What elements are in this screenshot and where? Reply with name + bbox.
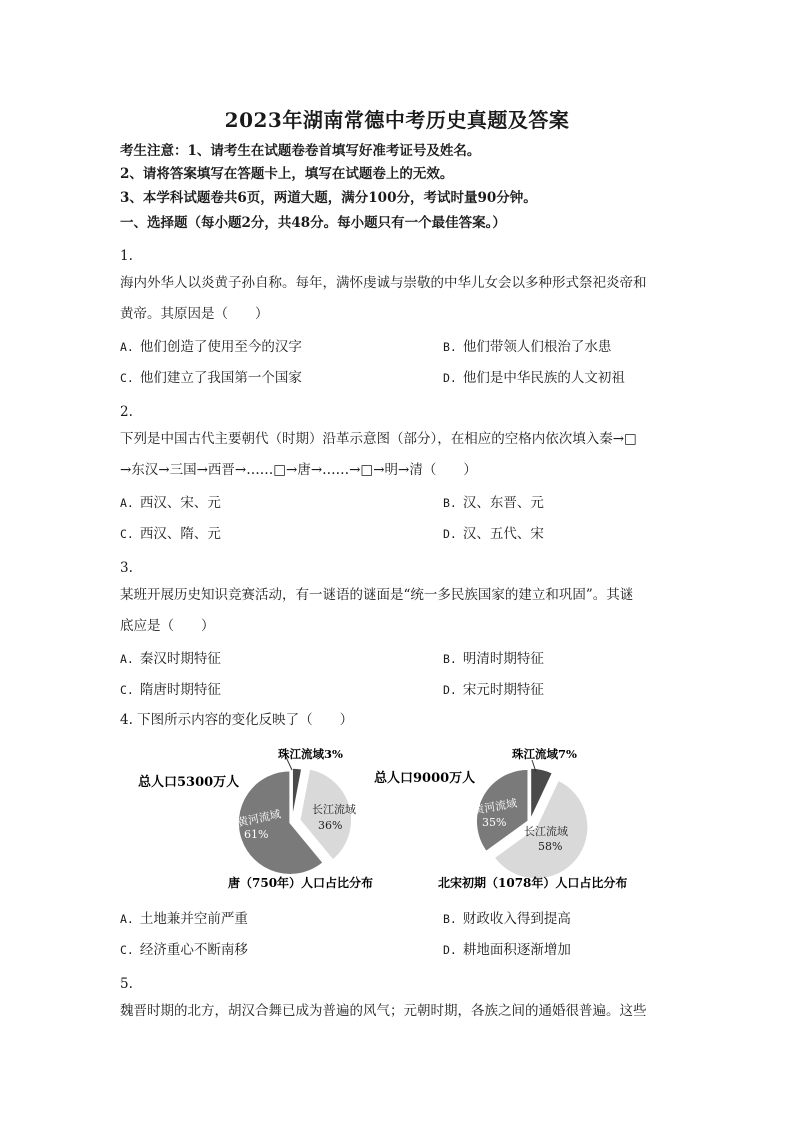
- option-letter: D.: [443, 943, 457, 957]
- answer-option: [120, 910, 248, 928]
- pie-charts-svg: [120, 740, 680, 900]
- question-number: 5.: [120, 976, 133, 992]
- slice-label-yangtze: 长江流域: [524, 825, 568, 838]
- question-stem: 黄帝。其原因是（ ）: [120, 306, 269, 322]
- exam-note-3: 3、本学科试题卷共6页，两道大题，满分100分，考试时量90分钟。: [120, 190, 537, 206]
- answer-option: [443, 369, 625, 387]
- option-text: 隋唐时期特征: [139, 682, 221, 698]
- option-letter: A.: [120, 340, 134, 354]
- option-text: 土地兼并空前严重: [139, 911, 248, 927]
- exam-note-1: 考生注意：1、请考生在试题卷卷首填写好准考证号及姓名。: [120, 143, 481, 159]
- option-text: 他们创造了使用至今的汉字: [139, 339, 302, 355]
- pie-chart-tang: [138, 747, 373, 890]
- answer-option: [443, 494, 544, 512]
- option-letter: A.: [120, 912, 134, 926]
- answer-option: [120, 941, 248, 959]
- option-letter: D.: [443, 527, 457, 541]
- slice-label-yangtze: 长江流域: [312, 803, 356, 816]
- question-stem: 下列是中国古代主要朝代（时期）沿革示意图（部分），在相应的空格内依次填入秦→□: [120, 431, 637, 447]
- slice-pct-yangtze: 58%: [538, 840, 563, 853]
- question-stem: →东汉→三国→西晋→……□→唐→……→□→明→清（ ）: [120, 462, 477, 478]
- option-letter: A.: [120, 496, 134, 510]
- question-stem: 底应是（ ）: [120, 618, 215, 634]
- answer-option: [120, 650, 221, 668]
- option-letter: B.: [443, 340, 457, 354]
- question-stem: 4. 下图所示内容的变化反映了（ ）: [120, 712, 354, 728]
- option-letter: A.: [120, 652, 134, 666]
- answer-option: [443, 681, 544, 699]
- exam-note-2: 2、请将答案填写在答题卡上，填写在试题卷上的无效。: [120, 166, 454, 182]
- answer-option: [120, 338, 302, 356]
- section-title: 一、选择题（每小题2分，共48分。每小题只有一个最佳答案。）: [120, 215, 506, 231]
- answer-option: [120, 494, 221, 512]
- option-text: 宋元时期特征: [462, 682, 544, 698]
- option-text: 汉、五代、宋: [462, 526, 544, 542]
- option-letter: C.: [120, 943, 134, 957]
- population-pie-charts: [120, 740, 680, 900]
- option-letter: B.: [443, 496, 457, 510]
- option-letter: C.: [120, 527, 134, 541]
- pie-slice-珠江流域: [292, 768, 302, 820]
- option-text: 西汉、隋、元: [139, 526, 221, 542]
- question-number: 2.: [120, 404, 133, 420]
- question-stem: 魏晋时期的北方，胡汉合舞已成为普遍的风气；元朝时期，各族之间的通婚很普遍。这些: [120, 1003, 647, 1019]
- chart-total-label: 总人口9000万人: [374, 771, 476, 786]
- option-letter: B.: [443, 652, 457, 666]
- pie-chart-song: [374, 747, 627, 890]
- answer-option: [443, 650, 544, 668]
- option-letter: D.: [443, 683, 457, 697]
- question-number: 1.: [120, 248, 133, 264]
- slice-label-pearl: 珠江流域3%: [278, 747, 343, 761]
- chart-caption: 北宋初期（1078年）人口占比分布: [438, 876, 628, 890]
- slice-pct-yellow: 61%: [244, 828, 269, 841]
- option-text: 耕地面积逐渐增加: [462, 942, 571, 958]
- option-letter: C.: [120, 683, 134, 697]
- option-letter: B.: [443, 912, 457, 926]
- chart-caption: 唐（750年）人口占比分布: [228, 876, 374, 890]
- option-letter: C.: [120, 371, 134, 385]
- answer-option: [443, 338, 611, 356]
- answer-option: [443, 941, 571, 959]
- chart-total-label: 总人口5300万人: [138, 775, 240, 790]
- option-text: 经济重心不断南移: [139, 942, 248, 958]
- answer-option: [120, 369, 302, 387]
- answer-option: [443, 910, 571, 928]
- option-text: 他们建立了我国第一个国家: [139, 370, 302, 386]
- option-text: 汉、东晋、元: [462, 495, 544, 511]
- question-stem: 某班开展历史知识竞赛活动，有一谜语的谜面是“统一多民族国家的建立和巩固”。其谜: [120, 587, 634, 603]
- option-text: 西汉、宋、元: [139, 495, 221, 511]
- option-text: 财政收入得到提高: [462, 911, 571, 927]
- option-text: 秦汉时期特征: [139, 651, 221, 667]
- option-text: 他们是中华民族的人文初祖: [462, 370, 625, 386]
- option-letter: D.: [443, 371, 457, 385]
- answer-option: [120, 681, 221, 699]
- slice-pct-yellow: 35%: [482, 816, 507, 829]
- option-text: 他们带领人们根治了水患: [462, 339, 612, 355]
- question-stem: 海内外华人以炎黄子孙自称。每年，满怀虔诚与崇敬的中华儿女会以多种形式祭祀炎帝和: [120, 275, 647, 291]
- question-number: 3.: [120, 560, 133, 576]
- page-title: 2023年湖南常德中考历史真题及答案: [224, 108, 570, 132]
- slice-pct-yangtze: 36%: [318, 819, 343, 832]
- slice-label-pearl: 珠江流域7%: [512, 747, 577, 761]
- answer-option: [443, 525, 544, 543]
- option-text: 明清时期特征: [462, 651, 544, 667]
- slice-label-yellow: 黄河流域: [472, 796, 519, 818]
- answer-option: [120, 525, 221, 543]
- slice-label-yellow: 黄河流域: [236, 807, 282, 830]
